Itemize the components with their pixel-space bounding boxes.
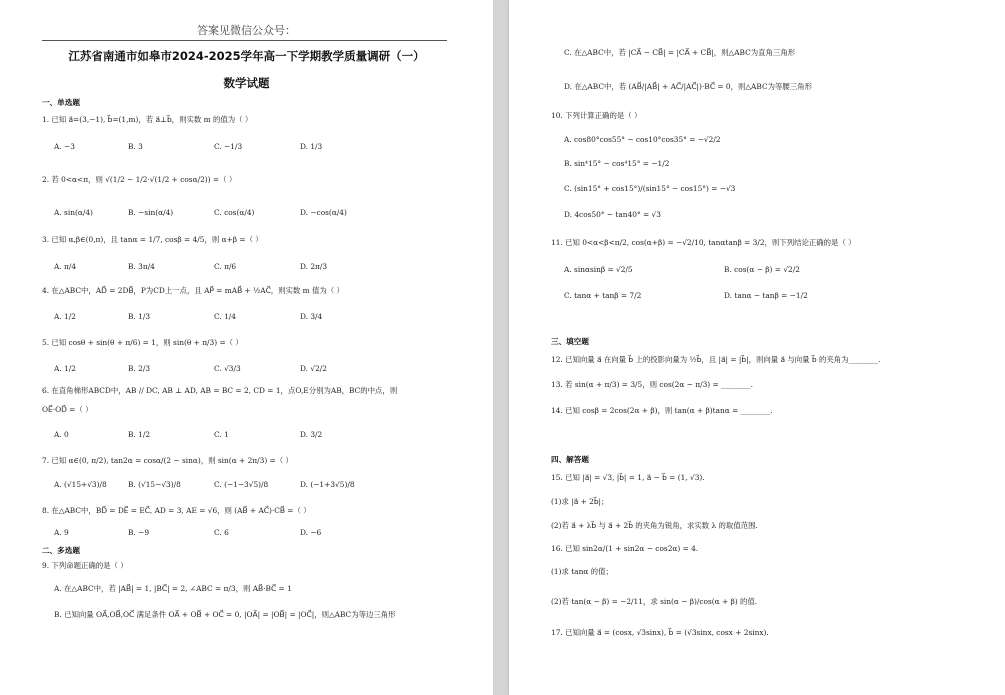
- question-3-option-d: D. 2π/3: [300, 262, 328, 271]
- exam-subtitle: 数学试题: [223, 76, 270, 90]
- question-13-stem: 13. 若 sin(α + π/3) = 3/5，则 cos(2α − π/3) = ________.: [551, 380, 753, 389]
- question-6-option-c: C. 1: [214, 430, 229, 439]
- question-9-stem: 9. 下列命题正确的是（ ）: [42, 561, 128, 570]
- question-16-part-2: (2)若 tan(α − β) = −2/11，求 sin(α − β)/cos(α + β) 的值.: [551, 597, 758, 606]
- page-left: [0, 0, 493, 695]
- question-7-option-b: B. (√15−√3)/8: [128, 480, 181, 489]
- question-9-option-d: D. 在△ABC中，若 (AB⃗/|AB⃗| + AC⃗/|AC⃗|)·BC⃗ = 0，则△ABC为等腰三角形: [564, 82, 812, 91]
- question-4-stem: 4. 在△ABC中，AD⃗ = 2DB⃗，P为CD上一点，且 AP⃗ = mAB⃗ + ½AC⃗，则实数 m 值为（ ）: [42, 286, 344, 295]
- question-5-option-a: A. 1/2: [54, 364, 76, 373]
- question-4-option-d: D. 3/4: [300, 312, 323, 321]
- question-5-option-d: D. √2/2: [300, 364, 327, 373]
- question-2-option-d: D. −cos(α/4): [300, 208, 347, 217]
- question-6-option-b: B. 1/2: [128, 430, 151, 439]
- question-2-option-b: B. −sin(α/4): [128, 208, 174, 217]
- question-1-stem: 1. 已知 a⃗=(3,−1), b⃗=(1,m)，若 a⃗⊥b⃗，则实数 m 的值为（ ）: [42, 115, 253, 124]
- question-4-option-c: C. 1/4: [214, 312, 236, 321]
- header-divider: [42, 40, 447, 41]
- question-8-option-d: D. −6: [300, 528, 322, 537]
- question-8-option-a: A. 9: [54, 528, 69, 537]
- question-9-option-a: A. 在△ABC中，若 |AB⃗| = 1, |BC⃗| = 2, ∠ABC = π/3，则 AB⃗·BC⃗ = 1: [54, 584, 292, 593]
- question-6-stem-continued: OE⃗·OD⃗ =（ ）: [42, 405, 93, 414]
- question-15-part-2: (2)若 a⃗ + λb⃗ 与 a⃗ + 2b⃗ 的夹角为锐角，求实数 λ 的取值范围.: [551, 521, 758, 530]
- question-16-stem: 16. 已知 sin2α/(1 + sin2α − cos2α) = 4.: [551, 544, 699, 553]
- question-7-option-c: C. (−1−3√5)/8: [214, 480, 269, 489]
- question-9-option-c: C. 在△ABC中，若 |CA⃗ − CB⃗| = |CA⃗ + CB⃗|，则△ABC为直角三角形: [564, 48, 796, 57]
- question-15-stem: 15. 已知 |a⃗| = √3, |b⃗| = 1, a⃗ − b⃗ = (1, √3).: [551, 473, 705, 482]
- question-5-stem: 5. 已知 cosθ + sin(θ + π/6) = 1，则 sin(θ + π/3) =（ ）: [42, 338, 243, 347]
- question-6-option-a: A. 0: [54, 430, 69, 439]
- question-3-option-c: C. π/6: [214, 262, 237, 271]
- question-4-option-b: B. 1/3: [128, 312, 151, 321]
- question-8-option-c: C. 6: [214, 528, 229, 537]
- question-11-option-d: D. tanα − tanβ = −1/2: [724, 291, 808, 300]
- question-16-part-1: (1)求 tanα 的值；: [551, 567, 613, 576]
- question-5-option-b: B. 2/3: [128, 364, 151, 373]
- question-1-option-a: A. −3: [54, 142, 75, 151]
- question-10-option-b: B. sin⁴15° − cos⁴15° = −1/2: [564, 159, 670, 168]
- question-7-option-a: A. (√15+√3)/8: [54, 480, 107, 489]
- question-10-option-a: A. cos80°cos55° − cos10°cos35° = −√2/2: [564, 135, 721, 144]
- section-multiple-choice: 二、多选题: [42, 546, 80, 555]
- question-10-stem: 10. 下列计算正确的是（ ）: [551, 111, 642, 120]
- section-fill-in: 三、填空题: [551, 337, 589, 346]
- question-5-option-c: C. √3/3: [214, 364, 241, 373]
- question-10-option-d: D. 4cos50° − tan40° = √3: [564, 210, 661, 219]
- question-8-option-b: B. −9: [128, 528, 150, 537]
- header-note: 答案见微信公众号：: [197, 24, 296, 37]
- question-3-option-a: A. π/4: [54, 262, 77, 271]
- question-2-option-c: C. cos(α/4): [214, 208, 255, 217]
- question-12-stem: 12. 已知向量 a⃗ 在向量 b⃗ 上的投影向量为 ½b⃗，且 |a⃗| = |b⃗|，则向量 a⃗ 与向量 b⃗ 的夹角为________.: [551, 355, 881, 364]
- question-2-stem: 2. 若 0<α<π，则 √(1/2 − 1/2·√(1/2 + cosα/2)) =（ ）: [42, 175, 237, 184]
- question-6-stem: 6. 在直角梯形ABCD中，AB // DC, AB ⊥ AD, AB = BC = 2, CD = 1，点O,E分别为AB，BC的中点，则: [42, 386, 398, 395]
- section-single-choice: 一、单选题: [42, 98, 80, 107]
- question-1-option-b: B. 3: [128, 142, 143, 151]
- page-gutter: [493, 0, 509, 695]
- question-2-option-a: A. sin(α/4): [54, 208, 93, 217]
- question-14-stem: 14. 已知 cosβ = 2cos(2α + β)，则 tan(α + β)tanα = ________.: [551, 406, 773, 415]
- question-1-option-c: C. −1/3: [214, 142, 243, 151]
- page-right: [509, 0, 1005, 695]
- question-7-stem: 7. 已知 α∈(0, π/2), tan2α = cosα/(2 − sinα)，则 sin(α + 2π/3) =（ ）: [42, 456, 293, 465]
- question-15-part-1: (1)求 |a⃗ + 2b⃗|；: [551, 497, 609, 506]
- exam-title: 江苏省南通市如皋市2024-2025学年高一下学期教学质量调研（一）: [68, 49, 425, 63]
- question-1-option-d: D. 1/3: [300, 142, 323, 151]
- question-7-option-d: D. (−1+3√5)/8: [300, 480, 355, 489]
- question-9-option-b: B. 已知向量 OA⃗,OB⃗,OC⃗ 满足条件 OA⃗ + OB⃗ + OC⃗ = 0, |OA⃗| = |OB⃗| = |OC⃗|，则△ABC为等边三角形: [54, 610, 396, 619]
- question-3-option-b: B. 3π/4: [128, 262, 155, 271]
- question-11-option-c: C. tanα + tanβ = 7/2: [564, 291, 642, 300]
- question-11-stem: 11. 已知 0<α<β<π/2, cos(α+β) = −√2/10, tanαtanβ = 3/2，则下列结论正确的是（ ）: [551, 238, 856, 247]
- question-11-option-a: A. sinαsinβ = √2/5: [564, 265, 633, 274]
- section-solve: 四、解答题: [551, 455, 589, 464]
- question-11-option-b: B. cos(α − β) = √2/2: [724, 265, 800, 274]
- question-6-option-d: D. 3/2: [300, 430, 323, 439]
- question-4-option-a: A. 1/2: [54, 312, 76, 321]
- question-17-stem: 17. 已知向量 a⃗ = (cosx, √3sinx), b⃗ = (√3sinx, cosx + 2sinx).: [551, 628, 769, 637]
- question-3-stem: 3. 已知 α,β∈(0,π)，且 tanα = 1/7, cosβ = 4/5，则 α+β =（ ）: [42, 235, 263, 244]
- question-10-option-c: C. (sin15° + cos15°)/(sin15° − cos15°) = −√3: [564, 184, 736, 193]
- question-8-stem: 8. 在△ABC中，BD⃗ = DE⃗ = EC⃗, AD = 3, AE = √6，则 (AB⃗ + AC⃗)·CB⃗ =（ ）: [42, 506, 311, 515]
